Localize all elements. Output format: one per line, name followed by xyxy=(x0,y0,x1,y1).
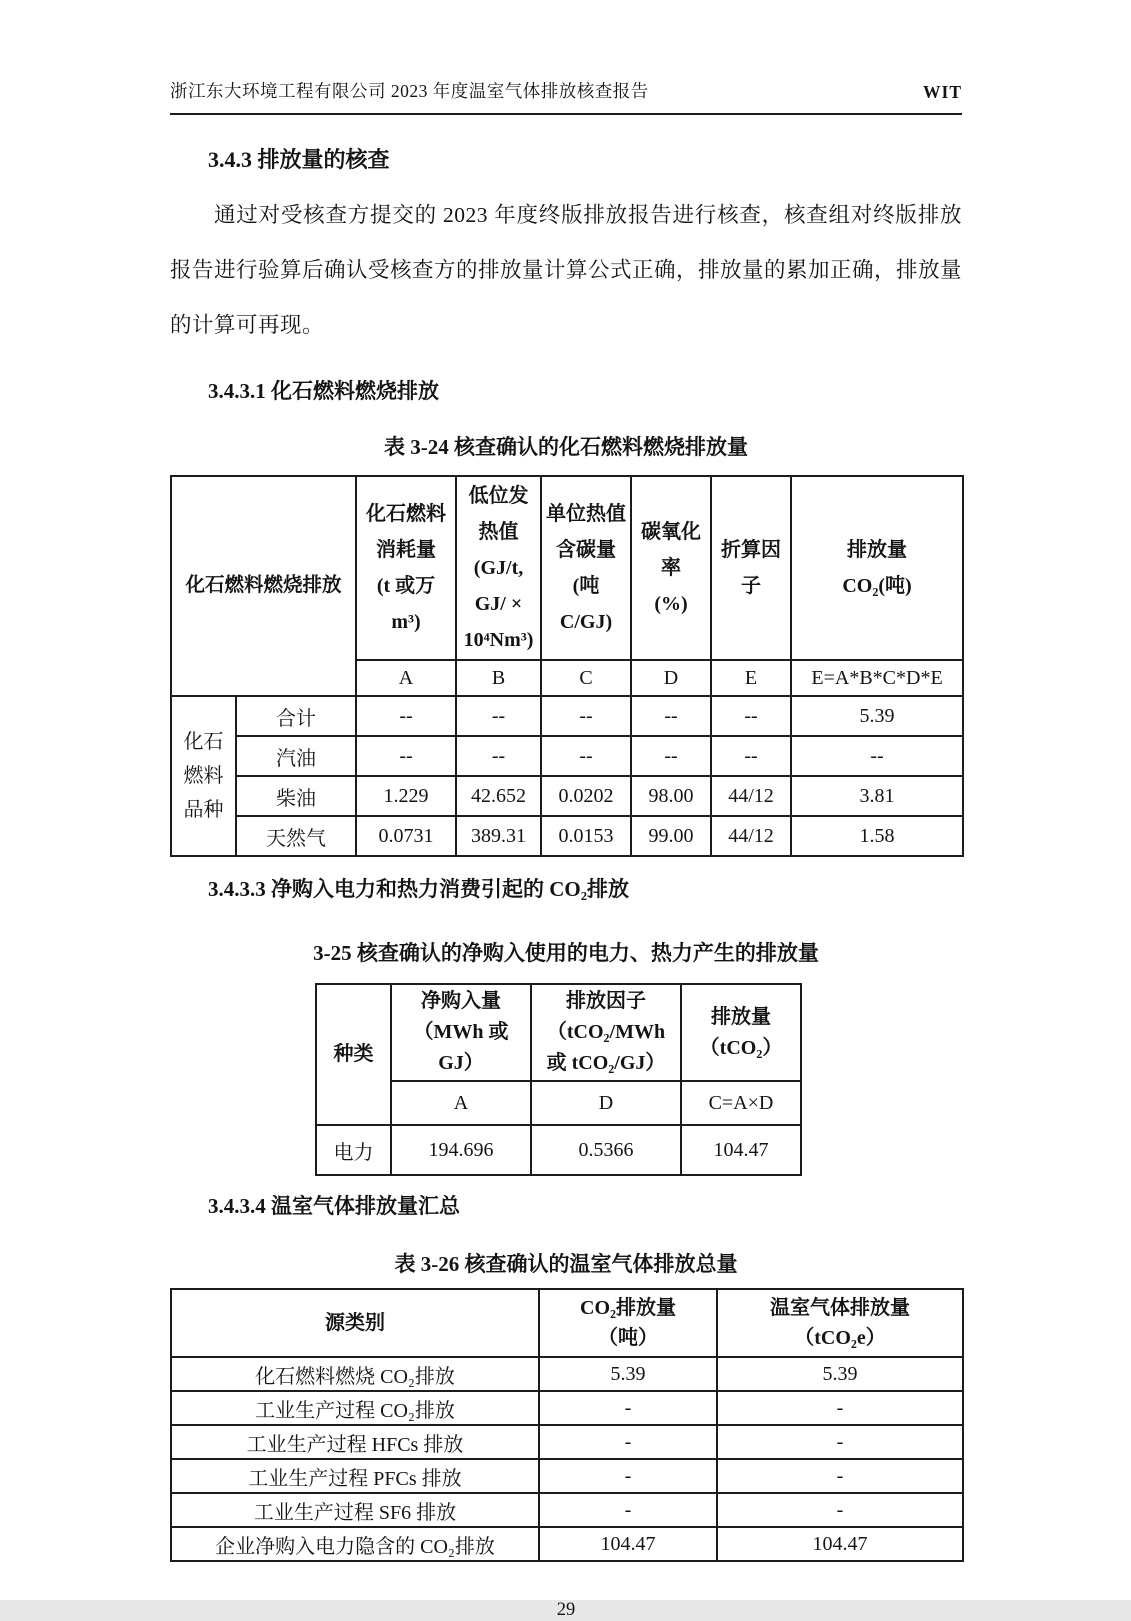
table-cell: 104.47 xyxy=(717,1527,963,1561)
table-cell: C=A×D xyxy=(681,1081,801,1125)
table-cell: - xyxy=(539,1459,717,1493)
table-cell: -- xyxy=(541,696,631,736)
column-header xyxy=(531,984,681,1081)
table-row xyxy=(171,816,963,856)
table-cell: A xyxy=(391,1081,531,1125)
header-unit: （tCO₂/MWh 或 tCO₂/GJ） xyxy=(546,1021,666,1074)
table-cell: 98.00 xyxy=(631,776,711,816)
column-header xyxy=(711,476,791,660)
table-header-row xyxy=(171,1289,963,1357)
table-cell: -- xyxy=(356,696,456,736)
table-cell: 1.58 xyxy=(791,816,963,856)
table-cell: -- xyxy=(456,736,541,776)
table-cell: - xyxy=(539,1391,717,1425)
header-label: 碳氧化率 xyxy=(641,521,702,579)
row-label-cell: 天然气 xyxy=(236,816,356,856)
header-label: 温室气体排放量 xyxy=(770,1297,910,1319)
row-label-cell: 化石燃料燃烧 CO₂排放 xyxy=(171,1357,539,1391)
table-cell: 1.229 xyxy=(356,776,456,816)
table-cell: D xyxy=(531,1081,681,1125)
table-caption-3-26: 表 3-26 核查确认的温室气体排放总量 xyxy=(394,1252,738,1276)
header-unit: (GJ/t, GJ/ × 10⁴Nm³) xyxy=(463,557,534,651)
table-cell: - xyxy=(539,1493,717,1527)
running-header xyxy=(170,78,962,115)
table-3-26 xyxy=(170,1288,964,1562)
row-label-cell: 工业生产过程 HFCs 排放 xyxy=(171,1425,539,1459)
table-cell: -- xyxy=(791,736,963,776)
header-label: 低位发热值 xyxy=(468,485,529,543)
table-cell: -- xyxy=(711,736,791,776)
body-paragraph: 通过对受核查方提交的 2023 年度终版排放报告进行核查，核查组对终版排放报告进行验算后确认受核查方的排放量计算公式正确，排放量的累加正确，排放量的计算可再现。 xyxy=(170,203,963,337)
header-unit: (%) xyxy=(654,593,688,615)
table-cell: D xyxy=(631,660,711,696)
table-row xyxy=(171,1357,963,1391)
table-cell: 3.81 xyxy=(791,776,963,816)
row-group-label: 化石燃料品种 xyxy=(171,696,236,856)
table-cell: -- xyxy=(711,696,791,736)
table-row xyxy=(171,1391,963,1425)
table-row xyxy=(171,1493,963,1527)
column-header xyxy=(541,476,631,660)
header-unit: (吨 C/GJ) xyxy=(559,575,613,633)
table-cell: - xyxy=(717,1459,963,1493)
table-header-row xyxy=(171,476,963,660)
row-label-cell: 电力 xyxy=(316,1125,391,1175)
table-cell: 99.00 xyxy=(631,816,711,856)
table-row xyxy=(171,696,963,736)
table-3-25 xyxy=(315,983,802,1176)
table-caption-3-24: 表 3-24 核查确认的化石燃料燃烧排放量 xyxy=(384,435,748,459)
column-header xyxy=(717,1289,963,1357)
header-label: 折算因子 xyxy=(721,539,782,597)
header-label: 排放量 xyxy=(711,1005,771,1028)
header-unit: （tCO₂） xyxy=(699,1036,783,1059)
header-label: 净购入量 xyxy=(421,990,501,1012)
table-cell: E=A*B*C*D*E xyxy=(791,660,963,696)
column-header: 源类别 xyxy=(171,1289,539,1357)
table-caption-3-25: 3-25 核查确认的净购入使用的电力、热力产生的排放量 xyxy=(313,941,819,965)
header-label: 单位热值含碳量 xyxy=(546,503,627,561)
section-heading-3-4-3-4: 3.4.3.4 温室气体排放量汇总 xyxy=(208,1194,460,1218)
column-header xyxy=(391,984,531,1081)
section-heading-3-4-3-1: 3.4.3.1 化石燃料燃烧排放 xyxy=(208,379,439,403)
section-heading-3-4-3: 3.4.3 排放量的核查 xyxy=(208,147,390,172)
column-header xyxy=(456,476,541,660)
table-header-row xyxy=(316,984,801,1081)
column-header xyxy=(539,1289,717,1357)
row-label-cell: 柴油 xyxy=(236,776,356,816)
corner-header-cell: 化石燃料燃烧排放 xyxy=(171,476,356,696)
page-number: 29 xyxy=(556,1600,576,1620)
table-cell: E xyxy=(711,660,791,696)
table-cell: 0.0202 xyxy=(541,776,631,816)
table-cell: -- xyxy=(541,736,631,776)
section-heading-3-4-3-3: 3.4.3.3 净购入电力和热力消费引起的 CO₂排放 xyxy=(208,877,630,901)
table-cell: 44/12 xyxy=(711,776,791,816)
row-label-cell: 工业生产过程 CO₂排放 xyxy=(171,1391,539,1425)
table-cell: 5.39 xyxy=(539,1357,717,1391)
table-row xyxy=(171,1527,963,1561)
row-label-cell: 工业生产过程 SF6 排放 xyxy=(171,1493,539,1527)
table-cell: 194.696 xyxy=(391,1125,531,1175)
row-label-cell: 合计 xyxy=(236,696,356,736)
table-row xyxy=(316,1125,801,1175)
header-unit: （MWh 或 GJ） xyxy=(413,1021,509,1074)
table-cell: 0.0731 xyxy=(356,816,456,856)
table-row xyxy=(171,1425,963,1459)
table-cell: - xyxy=(717,1425,963,1459)
table-cell: B xyxy=(456,660,541,696)
table-cell: A xyxy=(356,660,456,696)
row-label-cell: 工业生产过程 PFCs 排放 xyxy=(171,1459,539,1493)
header-label: CO₂排放量 xyxy=(580,1297,676,1319)
table-cell: 0.0153 xyxy=(541,816,631,856)
column-header xyxy=(631,476,711,660)
table-cell: 5.39 xyxy=(791,696,963,736)
header-label: 化石燃料消耗量 xyxy=(366,503,447,561)
table-cell: C xyxy=(541,660,631,696)
header-logo-text: WIT xyxy=(923,82,962,102)
row-label-cell: 汽油 xyxy=(236,736,356,776)
header-label: 排放量 xyxy=(847,539,908,561)
table-row xyxy=(171,1459,963,1493)
table-cell: -- xyxy=(356,736,456,776)
report-title: 浙江东大环境工程有限公司 2023 年度温室气体排放核查报告 xyxy=(170,81,649,101)
column-header xyxy=(681,984,801,1081)
column-header xyxy=(791,476,963,660)
header-unit: （tCO₂e） xyxy=(794,1327,886,1349)
table-cell: - xyxy=(717,1391,963,1425)
table-row xyxy=(171,736,963,776)
column-header xyxy=(356,476,456,660)
table-cell: 0.5366 xyxy=(531,1125,681,1175)
header-unit: （吨） xyxy=(598,1327,658,1349)
table-cell: -- xyxy=(631,736,711,776)
table-cell: 5.39 xyxy=(717,1357,963,1391)
row-label-cell: 企业净购入电力隐含的 CO₂排放 xyxy=(171,1527,539,1561)
table-cell: 44/12 xyxy=(711,816,791,856)
table-cell: 104.47 xyxy=(539,1527,717,1561)
table-cell: 389.31 xyxy=(456,816,541,856)
table-cell: - xyxy=(539,1425,717,1459)
table-row xyxy=(171,776,963,816)
table-cell: - xyxy=(717,1493,963,1527)
header-unit: CO₂(吨) xyxy=(842,575,912,597)
table-3-24 xyxy=(170,475,964,857)
table-cell: -- xyxy=(456,696,541,736)
table-cell: 42.652 xyxy=(456,776,541,816)
header-label: 排放因子 xyxy=(566,990,646,1012)
header-unit: (t 或万 m³) xyxy=(376,575,436,633)
table-cell: 104.47 xyxy=(681,1125,801,1175)
corner-header-cell: 种类 xyxy=(316,984,391,1125)
table-cell: -- xyxy=(631,696,711,736)
